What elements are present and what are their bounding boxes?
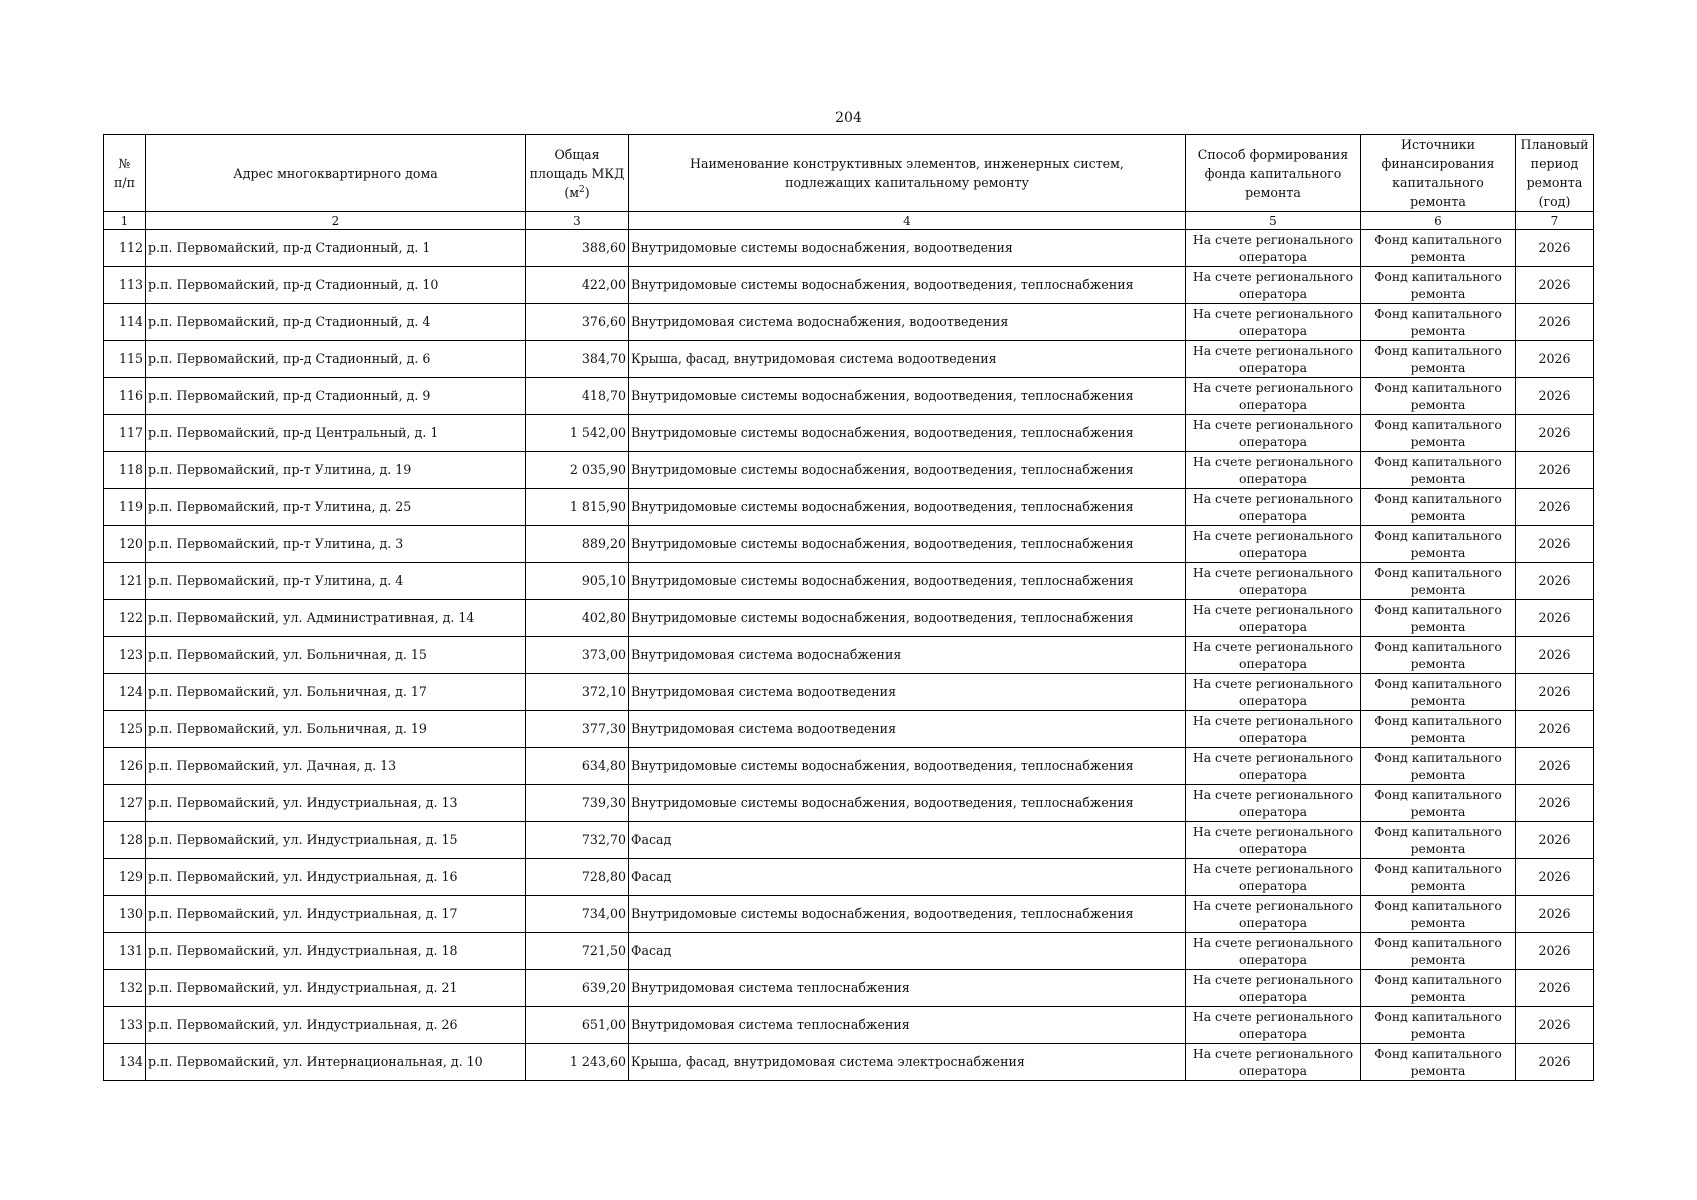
row-number: 129 [104,859,146,896]
method-cell: На счете регионального оператора [1186,563,1361,600]
row-number: 133 [104,1007,146,1044]
row-number: 131 [104,933,146,970]
address-cell: р.п. Первомайский, ул. Индустриальная, д. 16 [146,859,526,896]
year-cell: 2026 [1516,600,1594,637]
row-number: 126 [104,748,146,785]
area-cell: 2 035,90 [526,452,629,489]
source-cell: Фонд капитального ремонта [1361,415,1516,452]
source-cell: Фонд капитального ремонта [1361,452,1516,489]
row-number: 125 [104,711,146,748]
elements-cell: Внутридомовые системы водоснабжения, водоотведения, теплоснабжения [629,378,1186,415]
address-cell: р.п. Первомайский, пр-д Центральный, д. 1 [146,415,526,452]
header-method: Способ формирования фонда капитального ремонта [1186,135,1361,212]
area-cell: 1 243,60 [526,1044,629,1081]
area-cell: 418,70 [526,378,629,415]
area-cell: 721,50 [526,933,629,970]
address-cell: р.п. Первомайский, ул. Индустриальная, д. 21 [146,970,526,1007]
method-cell: На счете регионального оператора [1186,637,1361,674]
table-row [104,933,1594,970]
method-cell: На счете регионального оператора [1186,859,1361,896]
source-cell: Фонд капитального ремонта [1361,748,1516,785]
source-cell: Фонд капитального ремонта [1361,526,1516,563]
method-cell: На счете регионального оператора [1186,711,1361,748]
method-cell: На счете регионального оператора [1186,489,1361,526]
repair-program-table [103,134,1594,1081]
source-cell: Фонд капитального ремонта [1361,378,1516,415]
area-cell: 634,80 [526,748,629,785]
year-cell: 2026 [1516,378,1594,415]
year-cell: 2026 [1516,1044,1594,1081]
table-row [104,378,1594,415]
source-cell: Фонд капитального ремонта [1361,489,1516,526]
row-number: 122 [104,600,146,637]
table-row [104,600,1594,637]
year-cell: 2026 [1516,563,1594,600]
method-cell: На счете регионального оператора [1186,970,1361,1007]
method-cell: На счете регионального оператора [1186,748,1361,785]
row-number: 113 [104,267,146,304]
method-cell: На счете регионального оператора [1186,341,1361,378]
method-cell: На счете регионального оператора [1186,1044,1361,1081]
method-cell: На счете регионального оператора [1186,415,1361,452]
table-row [104,637,1594,674]
area-cell: 728,80 [526,859,629,896]
column-number: 6 [1361,212,1516,230]
row-number: 121 [104,563,146,600]
elements-cell: Крыша, фасад, внутридомовая система водоотведения [629,341,1186,378]
area-cell: 377,30 [526,711,629,748]
table-row [104,341,1594,378]
method-cell: На счете регионального оператора [1186,822,1361,859]
area-cell: 889,20 [526,526,629,563]
area-cell: 651,00 [526,1007,629,1044]
address-cell: р.п. Первомайский, ул. Больничная, д. 19 [146,711,526,748]
address-cell: р.п. Первомайский, пр-т Улитина, д. 19 [146,452,526,489]
area-cell: 388,60 [526,230,629,267]
column-number: 7 [1516,212,1594,230]
elements-cell: Внутридомовые системы водоснабжения, водоотведения, теплоснабжения [629,526,1186,563]
elements-cell: Внутридомовая система теплоснабжения [629,970,1186,1007]
year-cell: 2026 [1516,859,1594,896]
elements-cell: Внутридомовая система водоснабжения [629,637,1186,674]
table-row [104,526,1594,563]
area-cell: 402,80 [526,600,629,637]
elements-cell: Внутридомовая система теплоснабжения [629,1007,1186,1044]
header-period: Плановый период ремонта (год) [1516,135,1594,212]
year-cell: 2026 [1516,933,1594,970]
area-cell: 384,70 [526,341,629,378]
row-number: 120 [104,526,146,563]
row-number: 128 [104,822,146,859]
elements-cell: Внутридомовая система водоснабжения, водоотведения [629,304,1186,341]
table-row [104,415,1594,452]
header-source: Источники финансирования капитального ремонта [1361,135,1516,212]
elements-cell: Фасад [629,933,1186,970]
elements-cell: Внутридомовые системы водоснабжения, водоотведения, теплоснабжения [629,563,1186,600]
area-cell: 639,20 [526,970,629,1007]
year-cell: 2026 [1516,970,1594,1007]
table-row [104,230,1594,267]
address-cell: р.п. Первомайский, пр-т Улитина, д. 25 [146,489,526,526]
area-cell: 373,00 [526,637,629,674]
year-cell: 2026 [1516,822,1594,859]
table-row [104,822,1594,859]
source-cell: Фонд капитального ремонта [1361,304,1516,341]
address-cell: р.п. Первомайский, ул. Административная, д. 14 [146,600,526,637]
table-row [104,674,1594,711]
address-cell: р.п. Первомайский, пр-д Стадионный, д. 4 [146,304,526,341]
table-header [104,135,1594,230]
year-cell: 2026 [1516,711,1594,748]
elements-cell: Внутридомовые системы водоснабжения, водоотведения, теплоснабжения [629,452,1186,489]
year-cell: 2026 [1516,674,1594,711]
header-num: № п/п [104,135,146,212]
year-cell: 2026 [1516,637,1594,674]
year-cell: 2026 [1516,785,1594,822]
table-row [104,563,1594,600]
column-number-row [104,212,1594,230]
area-cell: 732,70 [526,822,629,859]
header-elements: Наименование конструктивных элементов, инженерных систем, подлежащих капитальному ремонту [629,135,1186,212]
page-number: 204 [835,110,862,126]
row-number: 115 [104,341,146,378]
source-cell: Фонд капитального ремонта [1361,785,1516,822]
year-cell: 2026 [1516,267,1594,304]
elements-cell: Внутридомовая система водоотведения [629,711,1186,748]
row-number: 117 [104,415,146,452]
header-area-label: Общая площадь МКД [529,146,625,181]
area-cell: 1 542,00 [526,415,629,452]
source-cell: Фонд капитального ремонта [1361,600,1516,637]
table-row [104,785,1594,822]
method-cell: На счете регионального оператора [1186,378,1361,415]
elements-cell: Внутридомовые системы водоснабжения, водоотведения, теплоснабжения [629,896,1186,933]
header-address: Адрес многоквартирного дома [146,135,526,212]
row-number: 130 [104,896,146,933]
address-cell: р.п. Первомайский, пр-т Улитина, д. 4 [146,563,526,600]
table-row [104,859,1594,896]
method-cell: На счете регионального оператора [1186,785,1361,822]
table-row [104,1044,1594,1081]
address-cell: р.п. Первомайский, ул. Дачная, д. 13 [146,748,526,785]
row-number: 134 [104,1044,146,1081]
row-number: 116 [104,378,146,415]
source-cell: Фонд капитального ремонта [1361,970,1516,1007]
column-number: 1 [104,212,146,230]
source-cell: Фонд капитального ремонта [1361,267,1516,304]
year-cell: 2026 [1516,896,1594,933]
header-area [526,135,629,212]
table-row [104,452,1594,489]
table-row [104,304,1594,341]
table-row [104,489,1594,526]
elements-cell: Внутридомовые системы водоснабжения, водоотведения, теплоснабжения [629,785,1186,822]
elements-cell: Внутридомовые системы водоснабжения, водоотведения, теплоснабжения [629,600,1186,637]
row-number: 123 [104,637,146,674]
year-cell: 2026 [1516,489,1594,526]
area-cell: 376,60 [526,304,629,341]
row-number: 112 [104,230,146,267]
address-cell: р.п. Первомайский, ул. Больничная, д. 17 [146,674,526,711]
area-cell: 739,30 [526,785,629,822]
method-cell: На счете регионального оператора [1186,1007,1361,1044]
method-cell: На счете регионального оператора [1186,452,1361,489]
elements-cell: Внутридомовые системы водоснабжения, водоотведения [629,230,1186,267]
address-cell: р.п. Первомайский, ул. Индустриальная, д. 26 [146,1007,526,1044]
method-cell: На счете регионального оператора [1186,896,1361,933]
method-cell: На счете регионального оператора [1186,267,1361,304]
elements-cell: Внутридомовые системы водоснабжения, водоотведения, теплоснабжения [629,267,1186,304]
elements-cell: Фасад [629,822,1186,859]
method-cell: На счете регионального оператора [1186,230,1361,267]
address-cell: р.п. Первомайский, ул. Индустриальная, д. 17 [146,896,526,933]
method-cell: На счете регионального оператора [1186,526,1361,563]
source-cell: Фонд капитального ремонта [1361,1007,1516,1044]
row-number: 118 [104,452,146,489]
year-cell: 2026 [1516,452,1594,489]
row-number: 132 [104,970,146,1007]
address-cell: р.п. Первомайский, пр-т Улитина, д. 3 [146,526,526,563]
row-number: 114 [104,304,146,341]
table-row [104,267,1594,304]
source-cell: Фонд капитального ремонта [1361,859,1516,896]
area-cell: 422,00 [526,267,629,304]
source-cell: Фонд капитального ремонта [1361,563,1516,600]
method-cell: На счете регионального оператора [1186,933,1361,970]
column-number: 4 [629,212,1186,230]
row-number: 127 [104,785,146,822]
source-cell: Фонд капитального ремонта [1361,711,1516,748]
elements-cell: Внутридомовая система водоотведения [629,674,1186,711]
header-row [104,135,1594,212]
table-row [104,970,1594,1007]
elements-cell: Внутридомовые системы водоснабжения, водоотведения, теплоснабжения [629,489,1186,526]
address-cell: р.п. Первомайский, ул. Индустриальная, д. 13 [146,785,526,822]
source-cell: Фонд капитального ремонта [1361,341,1516,378]
table-body [104,230,1594,1081]
year-cell: 2026 [1516,230,1594,267]
year-cell: 2026 [1516,341,1594,378]
year-cell: 2026 [1516,415,1594,452]
row-number: 119 [104,489,146,526]
column-number: 3 [526,212,629,230]
source-cell: Фонд капитального ремонта [1361,896,1516,933]
source-cell: Фонд капитального ремонта [1361,822,1516,859]
address-cell: р.п. Первомайский, пр-д Стадионный, д. 10 [146,267,526,304]
table-row [104,1007,1594,1044]
address-cell: р.п. Первомайский, ул. Больничная, д. 15 [146,637,526,674]
header-area-unit: $(м^2)$ [564,184,590,200]
method-cell: На счете регионального оператора [1186,600,1361,637]
area-cell: 734,00 [526,896,629,933]
address-cell: р.п. Первомайский, ул. Индустриальная, д. 15 [146,822,526,859]
source-cell: Фонд капитального ремонта [1361,637,1516,674]
area-cell: 1 815,90 [526,489,629,526]
year-cell: 2026 [1516,304,1594,341]
source-cell: Фонд капитального ремонта [1361,933,1516,970]
source-cell: Фонд капитального ремонта [1361,1044,1516,1081]
row-number: 124 [104,674,146,711]
table-row [104,748,1594,785]
address-cell: р.п. Первомайский, пр-д Стадионный, д. 6 [146,341,526,378]
address-cell: р.п. Первомайский, пр-д Стадионный, д. 9 [146,378,526,415]
address-cell: р.п. Первомайский, ул. Интернациональная, д. 10 [146,1044,526,1081]
area-cell: 372,10 [526,674,629,711]
year-cell: 2026 [1516,1007,1594,1044]
year-cell: 2026 [1516,748,1594,785]
table-row [104,711,1594,748]
address-cell: р.п. Первомайский, пр-д Стадионный, д. 1 [146,230,526,267]
area-cell: 905,10 [526,563,629,600]
elements-cell: Внутридомовые системы водоснабжения, водоотведения, теплоснабжения [629,415,1186,452]
elements-cell: Крыша, фасад, внутридомовая система электроснабжения [629,1044,1186,1081]
elements-cell: Фасад [629,859,1186,896]
method-cell: На счете регионального оператора [1186,674,1361,711]
table-row [104,896,1594,933]
source-cell: Фонд капитального ремонта [1361,230,1516,267]
column-number: 5 [1186,212,1361,230]
year-cell: 2026 [1516,526,1594,563]
method-cell: На счете регионального оператора [1186,304,1361,341]
address-cell: р.п. Первомайский, ул. Индустриальная, д. 18 [146,933,526,970]
column-number: 2 [146,212,526,230]
source-cell: Фонд капитального ремонта [1361,674,1516,711]
elements-cell: Внутридомовые системы водоснабжения, водоотведения, теплоснабжения [629,748,1186,785]
